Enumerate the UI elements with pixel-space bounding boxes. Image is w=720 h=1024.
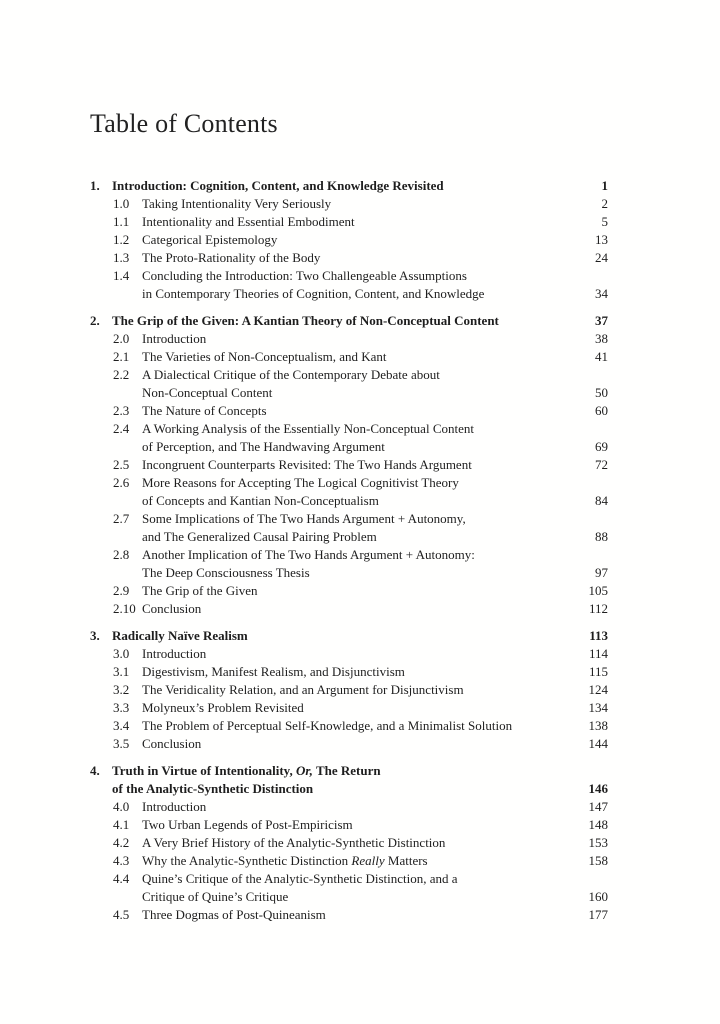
entry-title: Introduction: Cognition, Content, and Knowledge Revisited — [112, 178, 444, 193]
page-number: 177 — [588, 907, 608, 922]
section-entry — [90, 546, 608, 582]
chapter-group — [90, 177, 608, 303]
section-entry — [90, 906, 608, 924]
page-number: 114 — [588, 646, 608, 661]
chapter-group — [90, 627, 608, 753]
section-entry — [90, 600, 608, 618]
section-entry — [90, 510, 608, 546]
page-number: 5 — [601, 214, 608, 229]
section-entry — [90, 366, 608, 402]
section-entry — [90, 699, 608, 717]
entry-number: 4.3 — [113, 853, 130, 868]
page-number: 88 — [595, 529, 608, 544]
entry-title: Digestivism, Manifest Realism, and Disjunctivism — [142, 664, 405, 679]
section-entry — [90, 798, 608, 816]
section-entry — [90, 330, 608, 348]
page-number: 37 — [595, 313, 608, 328]
entry-number: 3.3 — [113, 700, 130, 715]
entry-title: Some Implications of The Two Hands Argument + Autonomy, and The Generalized Causal Pairing Problem — [142, 511, 466, 544]
entry-title: The Grip of the Given: A Kantian Theory of Non-Conceptual Content — [112, 313, 499, 328]
entry-number: 1.3 — [113, 250, 130, 265]
chapter-entry — [90, 177, 608, 195]
section-entry — [90, 870, 608, 906]
entry-title: The Grip of the Given — [142, 583, 258, 598]
section-entry — [90, 402, 608, 420]
entry-title: Intentionality and Essential Embodiment — [142, 214, 355, 229]
entry-title: Concluding the Introduction: Two Challengeable Assumptions in Contemporary Theories of Cognition, Content, and Knowledge — [142, 268, 485, 301]
entry-title: The Varieties of Non-Conceptualism, and Kant — [142, 349, 387, 364]
chapter-entry — [90, 627, 608, 645]
entry-number: 2.8 — [113, 547, 130, 562]
entry-title: The Problem of Perceptual Self-Knowledge, and a Minimalist Solution — [142, 718, 513, 733]
page-number: 84 — [595, 493, 608, 508]
section-entry — [90, 249, 608, 267]
entry-title: Three Dogmas of Post-Quineanism — [142, 907, 326, 922]
page-number: 124 — [588, 682, 608, 697]
page-number: 34 — [595, 286, 608, 301]
page-number: 113 — [589, 628, 608, 643]
toc-list — [90, 177, 608, 924]
entry-number: 3.1 — [113, 664, 130, 679]
chapter-group — [90, 762, 608, 924]
entry-number: 2.10 — [113, 601, 136, 616]
entry-number: 1.4 — [113, 268, 130, 283]
page-number: 134 — [588, 700, 608, 715]
entry-title: Introduction — [142, 799, 207, 814]
entry-title: The Nature of Concepts — [142, 403, 267, 418]
entry-title: The Veridicality Relation, and an Argument for Disjunctivism — [142, 682, 464, 697]
entry-number: 2.1 — [113, 349, 130, 364]
section-entry — [90, 474, 608, 510]
section-entry — [90, 231, 608, 249]
entry-title: Molyneux’s Problem Revisited — [142, 700, 304, 715]
section-entry — [90, 717, 608, 735]
entry-number: 2.9 — [113, 583, 130, 598]
page-number: 38 — [595, 331, 608, 346]
entry-number: 1. — [90, 178, 100, 193]
page-number: 115 — [588, 664, 608, 679]
entry-number: 1.2 — [113, 232, 130, 247]
entry-title: A Working Analysis of the Essentially Non-Conceptual Content of Perception, and The Handwaving Argument — [142, 421, 474, 454]
page-number: 105 — [588, 583, 608, 598]
page-number: 138 — [588, 718, 608, 733]
entry-number: 2.0 — [113, 331, 130, 346]
entry-number: 4. — [90, 763, 100, 778]
page-number: 13 — [595, 232, 608, 247]
entry-title: Two Urban Legends of Post-Empiricism — [142, 817, 353, 832]
entry-number: 1.0 — [113, 196, 130, 211]
page-number: 41 — [595, 349, 608, 364]
entry-number: 3.4 — [113, 718, 130, 733]
section-entry — [90, 816, 608, 834]
page-number: 146 — [588, 781, 608, 796]
page-number: 112 — [588, 601, 608, 616]
section-entry — [90, 456, 608, 474]
section-entry — [90, 420, 608, 456]
section-entry — [90, 582, 608, 600]
entry-title: Conclusion — [142, 601, 202, 616]
entry-number: 4.0 — [113, 799, 130, 814]
page-number: 1 — [601, 178, 608, 193]
entry-title: Truth in Virtue of Intentionality, Or, The Return of the Analytic-Synthetic Distinction — [112, 763, 381, 796]
page-number: 2 — [601, 196, 608, 211]
section-entry — [90, 834, 608, 852]
entry-number: 2.7 — [113, 511, 130, 526]
entry-title: Categorical Epistemology — [142, 232, 278, 247]
section-entry — [90, 663, 608, 681]
section-entry — [90, 852, 608, 870]
entry-title: Another Implication of The Two Hands Argument + Autonomy: The Deep Consciousness Thesis — [142, 547, 475, 580]
section-entry — [90, 681, 608, 699]
entry-title: Introduction — [142, 646, 207, 661]
entry-title: Incongruent Counterparts Revisited: The Two Hands Argument — [142, 457, 472, 472]
entry-number: 2.4 — [113, 421, 130, 436]
section-entry — [90, 735, 608, 753]
entry-number: 4.4 — [113, 871, 130, 886]
entry-number: 2.3 — [113, 403, 130, 418]
page-title: Table of Contents — [90, 109, 278, 138]
page-number: 72 — [595, 457, 608, 472]
page-number: 69 — [595, 439, 608, 454]
entry-number: 3. — [90, 628, 100, 643]
chapter-group — [90, 312, 608, 618]
page-number: 50 — [595, 385, 608, 400]
page-number: 147 — [588, 799, 608, 814]
entry-title: Introduction — [142, 331, 207, 346]
entry-title: Quine’s Critique of the Analytic-Synthetic Distinction, and a Critique of Quine’s Critique — [142, 871, 458, 904]
entry-number: 2.6 — [113, 475, 130, 490]
page-number: 158 — [588, 853, 608, 868]
section-entry — [90, 213, 608, 231]
entry-number: 4.5 — [113, 907, 130, 922]
entry-number: 3.2 — [113, 682, 130, 697]
entry-number: 2.5 — [113, 457, 130, 472]
entry-title: More Reasons for Accepting The Logical Cognitivist Theory of Concepts and Kantian Non-Conceptualism — [142, 475, 459, 508]
section-entry — [90, 267, 608, 303]
section-entry — [90, 645, 608, 663]
entry-number: 1.1 — [113, 214, 130, 229]
page-number: 144 — [588, 736, 608, 751]
entry-number: 4.1 — [113, 817, 130, 832]
page-number: 97 — [595, 565, 608, 580]
page-number: 24 — [595, 250, 608, 265]
entry-title: Why the Analytic-Synthetic Distinction Really Matters — [142, 853, 428, 868]
page-number: 160 — [588, 889, 608, 904]
entry-number: 4.2 — [113, 835, 130, 850]
entry-title: Conclusion — [142, 736, 202, 751]
entry-title: The Proto-Rationality of the Body — [142, 250, 321, 265]
section-entry — [90, 195, 608, 213]
entry-number: 3.0 — [113, 646, 130, 661]
section-entry — [90, 348, 608, 366]
page-number: 148 — [588, 817, 608, 832]
entry-number: 2. — [90, 313, 100, 328]
entry-title: A Dialectical Critique of the Contemporary Debate about Non-Conceptual Content — [142, 367, 440, 400]
entry-title: A Very Brief History of the Analytic-Synthetic Distinction — [142, 835, 446, 850]
entry-number: 2.2 — [113, 367, 130, 382]
entry-title: Radically Naïve Realism — [112, 628, 248, 643]
entry-title: Taking Intentionality Very Seriously — [142, 196, 332, 211]
chapter-entry — [90, 312, 608, 330]
page-number: 153 — [588, 835, 608, 850]
page-number: 60 — [595, 403, 608, 418]
chapter-entry — [90, 762, 608, 798]
entry-number: 3.5 — [113, 736, 130, 751]
